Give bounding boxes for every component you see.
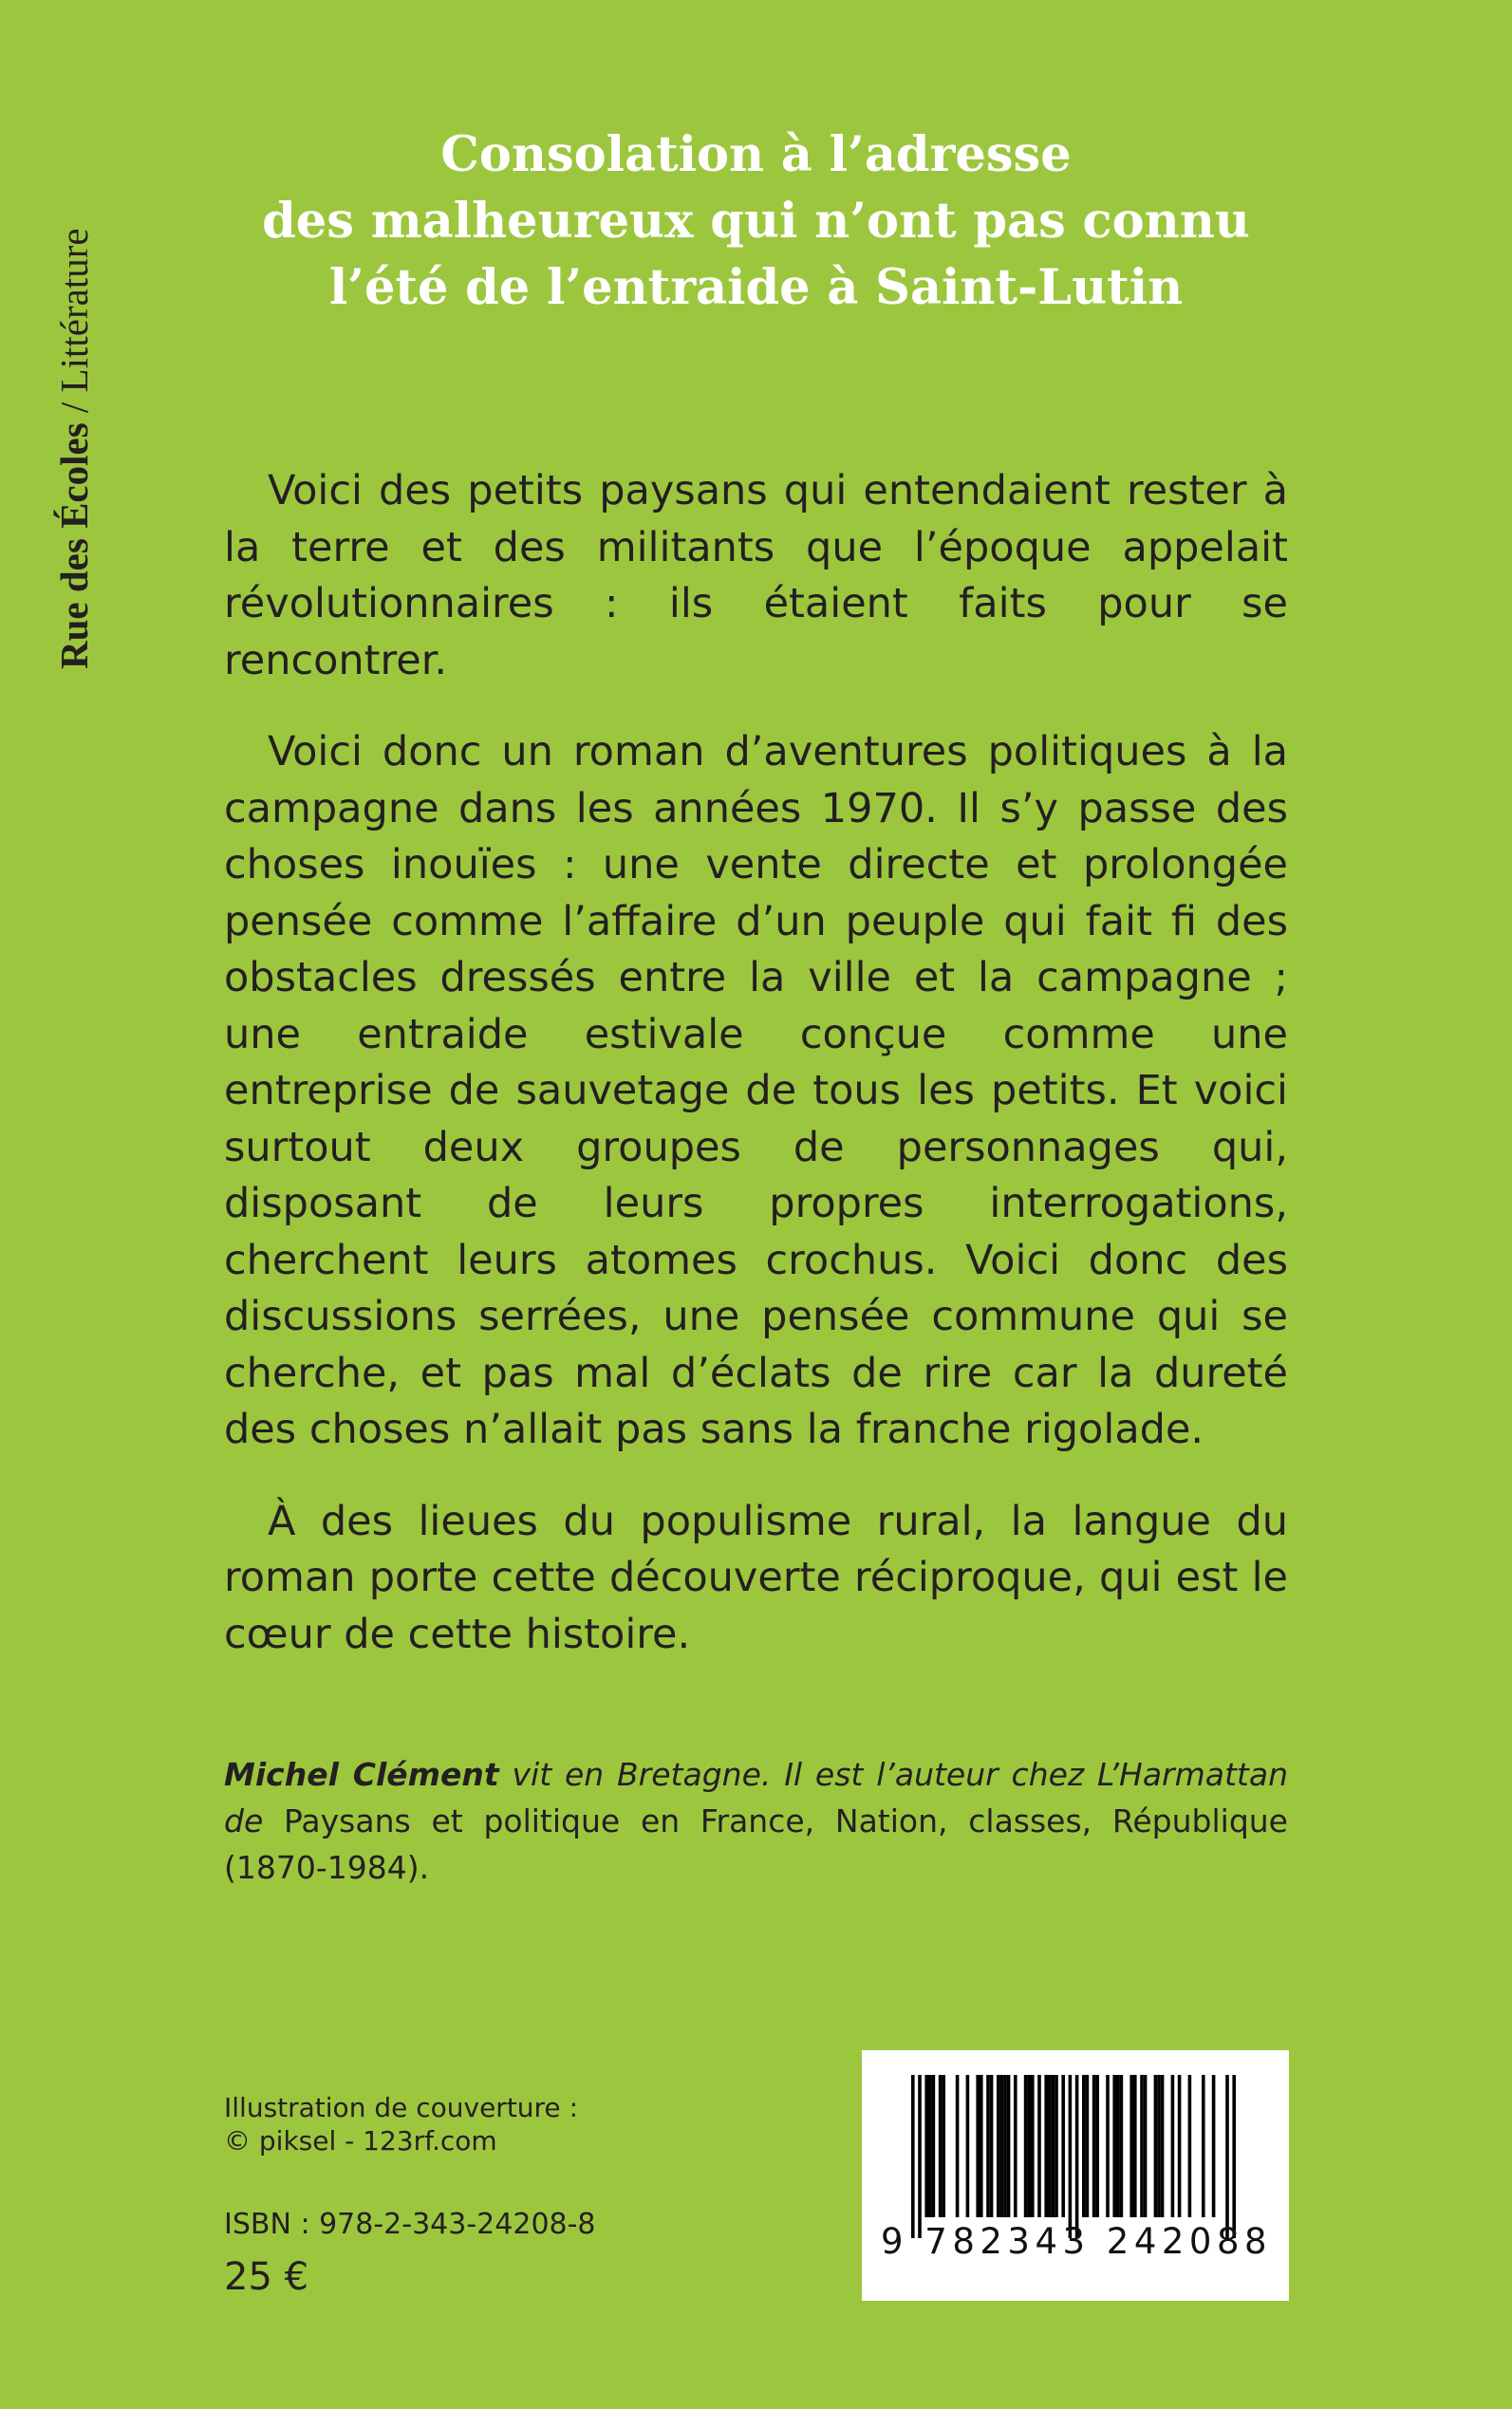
- title-line: l’été de l’entraide à Saint-Lutin: [328, 259, 1184, 316]
- barcode-bar: [924, 2075, 928, 2217]
- barcode-bar: [1157, 2075, 1161, 2217]
- barcode-bar: [1154, 2075, 1158, 2217]
- barcode-bar: [1069, 2075, 1073, 2238]
- price: 25 €: [224, 2255, 309, 2299]
- barcode-bars: [862, 2050, 1289, 2301]
- book-title: [171, 121, 1341, 321]
- barcode: [862, 2050, 1289, 2301]
- barcode-bar: [939, 2075, 943, 2217]
- barcode-bar: [980, 2075, 983, 2217]
- barcode-bar: [1031, 2075, 1035, 2217]
- barcode-bar: [918, 2075, 922, 2238]
- series-name: Rue des Écoles: [52, 422, 96, 669]
- barcode-bar: [1202, 2075, 1205, 2217]
- barcode-bar: [1212, 2075, 1216, 2217]
- credit-source: © piksel - 123rf.com: [224, 2125, 497, 2157]
- barcode-bar: [1044, 2075, 1048, 2217]
- spine-separator: /: [52, 392, 96, 423]
- barcode-bar: [1061, 2075, 1065, 2217]
- barcode-bar: [1232, 2075, 1236, 2238]
- barcode-bar: [1048, 2075, 1052, 2217]
- barcode-bar: [1133, 2075, 1137, 2217]
- barcode-bar: [956, 2075, 960, 2217]
- barcode-bar: [1116, 2075, 1120, 2217]
- barcode-bar: [1014, 2075, 1017, 2217]
- isbn: ISBN : 978-2-343-24208-8: [224, 2208, 596, 2241]
- barcode-bar: [1003, 2075, 1007, 2217]
- barcode-bar: [1024, 2075, 1028, 2217]
- blurb-paragraph: Voici donc un roman d’aventures politiques à la campagne dans les années 1970. Il s’y passe des choses inouïes : une vente directe et prolongée pensée comme l’affaire d’un peuple qui fait fi des obstacles dressés entre la ville et la campagne ; une entraide estivale conçue comme une entreprise de sauvetage de tous les petits. Et voici surtout deux groupes de personnages qui, disposant de leurs propres interrogations, cherchent leurs atomes crochus. Voici donc des discussions serrées, une pensée commune qui se cherche, et pas mal d’éclats de rire car la dureté des choses n’allait pas sans la franche rigolade.: [224, 728, 1288, 1453]
- barcode-bar: [1095, 2075, 1099, 2217]
- barcode-bar: [1144, 2075, 1148, 2217]
- barcode-bar: [1086, 2075, 1090, 2217]
- barcode-bar: [1052, 2075, 1055, 2217]
- cover-credits: [224, 2091, 812, 2157]
- barcode-bar: [1037, 2075, 1041, 2217]
- barcode-bar: [1161, 2075, 1165, 2217]
- barcode-bar: [1000, 2075, 1004, 2217]
- barcode-bar: [1055, 2075, 1058, 2217]
- credit-label: Illustration de couverture :: [224, 2092, 578, 2123]
- barcode-bar: [1120, 2075, 1124, 2217]
- barcode-bar: [932, 2075, 936, 2217]
- barcode-bar: [1178, 2075, 1182, 2217]
- author-bio: [224, 1751, 1288, 1891]
- barcode-bar: [966, 2075, 970, 2217]
- barcode-bar: [1106, 2075, 1110, 2217]
- barcode-bar: [1082, 2075, 1086, 2217]
- author-name: Michel Clément: [224, 1756, 499, 1793]
- barcode-bar: [928, 2075, 932, 2217]
- barcode-bar: [942, 2075, 945, 2217]
- barcode-bar: [986, 2075, 990, 2217]
- title-line: des malheureux qui n’ont pas connu: [262, 193, 1250, 250]
- barcode-bar: [1129, 2075, 1133, 2217]
- barcode-bar: [1075, 2075, 1079, 2238]
- barcode-bar: [1188, 2075, 1192, 2217]
- blurb-paragraph: À des lieues du populisme rural, la langue du roman porte cette découverte réciproque, qui est le cœur de cette histoire.: [224, 1497, 1288, 1658]
- barcode-bar: [1112, 2075, 1116, 2217]
- barcode-bar: [976, 2075, 980, 2217]
- barcode-bar: [911, 2075, 915, 2238]
- barcode-bar: [1027, 2075, 1031, 2217]
- title-line: Consolation à l’adresse: [440, 126, 1072, 183]
- barcode-bar: [1171, 2075, 1175, 2217]
- barcode-bar: [997, 2075, 1000, 2217]
- barcode-bar: [990, 2075, 994, 2217]
- barcode-bar: [1140, 2075, 1144, 2217]
- author-bio-italic: vit en Bretagne. Il est l’auteur chez L’Harmattan de: [224, 1756, 1288, 1839]
- spine-text: [52, 100, 96, 669]
- blurb: [224, 463, 1288, 1698]
- barcode-bar: [1007, 2075, 1011, 2217]
- barcode-bar: [1092, 2075, 1096, 2217]
- blurb-paragraph: Voici des petits paysans qui entendaient rester à la terre et des militants que l’époque appelait révolutionnaires : ils étaient faits pour se rencontrer.: [224, 467, 1288, 684]
- barcode-digits: 9 782343 242088: [881, 2221, 1273, 2262]
- category-name: Littérature: [52, 228, 96, 393]
- barcode-bar: [1225, 2075, 1229, 2238]
- author-book-title: Paysans et politique en France, Nation, classes, République (1870-1984).: [224, 1802, 1288, 1886]
